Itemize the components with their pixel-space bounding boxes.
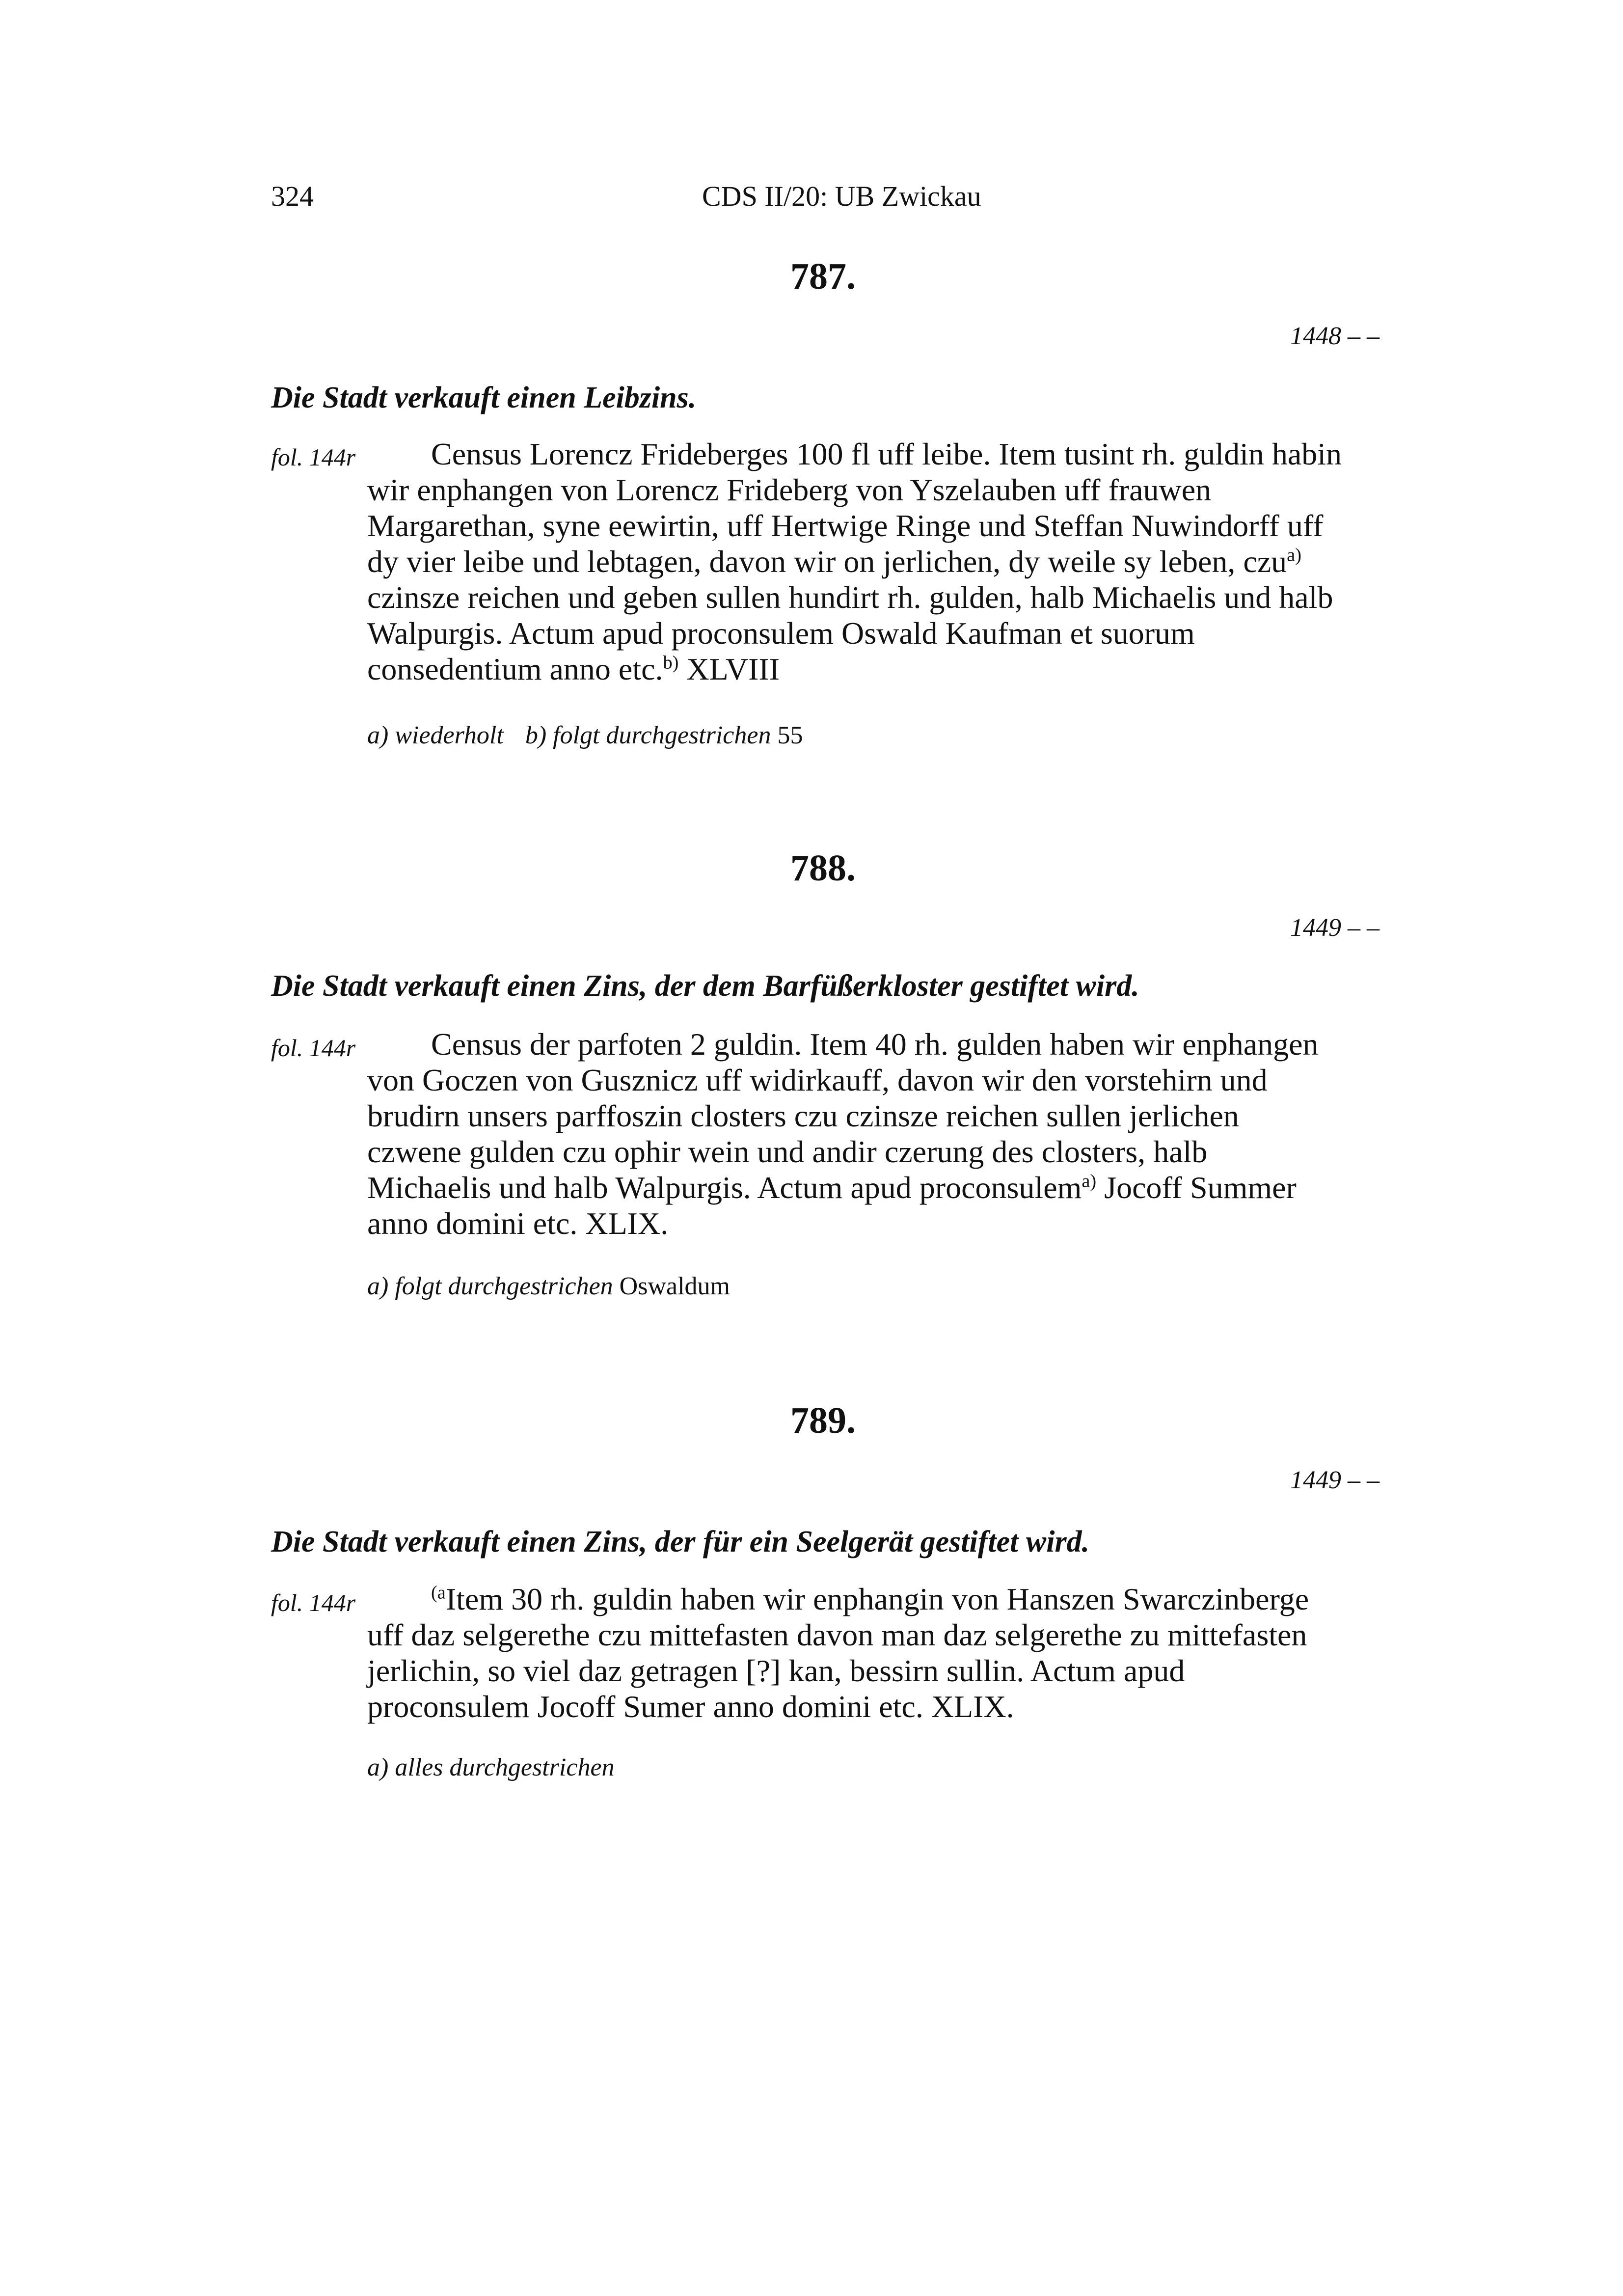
document-title: Die Stadt verkauft einen Leibzins.: [271, 381, 697, 414]
footnotes: [367, 1753, 615, 1782]
document-text: [367, 436, 1380, 687]
text-line: XLVIII: [678, 652, 780, 686]
text-line: Census der parfoten 2 guldin. Item 40 rh. gulden haben wir enphangen: [431, 1027, 1319, 1062]
folio-reference: fol. 144r: [271, 1589, 356, 1616]
text-line: proconsulem Jocoff Sumer anno domini etc. XLIX.: [367, 1689, 1014, 1724]
document-number: 789.: [790, 1400, 856, 1441]
footnote-label: b) folgt durchgestrichen: [525, 721, 771, 749]
text-line: Margarethan, syne eewirtin, uff Hertwige Ringe und Steffan Nuwindorff uff: [367, 508, 1324, 543]
running-title: CDS II/20: UB Zwickau: [702, 180, 981, 212]
footnotes: [367, 721, 803, 750]
folio-reference: fol. 144r: [271, 443, 356, 471]
text-line: jerlichin, so viel daz getragen [?] kan, bessirn sullin. Actum apud: [367, 1653, 1185, 1688]
footnote-marker: (a: [431, 1582, 446, 1603]
document-text: [367, 1581, 1380, 1724]
text-line: dy vier leibe und lebtagen, davon wir on jerlichen, dy weile sy leben, czu: [367, 544, 1287, 579]
text-line: Item 30 rh. guldin haben wir enphangin von Hanszen Swarczinberge: [445, 1582, 1309, 1616]
document-number: 788.: [790, 847, 856, 889]
text-line: czinsze reichen und geben sullen hundirt rh. gulden, halb Michaelis und halb: [367, 580, 1333, 615]
folio-reference: fol. 144r: [271, 1034, 356, 1062]
footnote-label: a) alles durchgestrichen: [367, 1753, 615, 1781]
footnote-marker: a): [1082, 1171, 1097, 1192]
footnotes: [367, 1272, 730, 1301]
document-title: Die Stadt verkauft einen Zins, der für ein Seelgerät gestiftet wird.: [271, 1525, 1090, 1558]
text-line: Jocoff Summer: [1096, 1170, 1297, 1205]
text-line: consedentium anno etc.: [367, 652, 663, 686]
text-line: Michaelis und halb Walpurgis. Actum apud proconsulem: [367, 1170, 1082, 1205]
text-line: brudirn unsers parffoszin closters czu czinsze reichen sullen jerlichen: [367, 1098, 1239, 1133]
text-line: uff daz selgerethe czu mittefasten davon man daz selgerethe zu mittefasten: [367, 1617, 1307, 1652]
document-number: 787.: [790, 256, 856, 297]
text-line: von Goczen von Gusznicz uff widirkauff, davon wir den vorstehirn und: [367, 1063, 1268, 1097]
document-text: [367, 1026, 1380, 1241]
text-line: wir enphangen von Lorencz Frideberg von Yszelauben uff frauwen: [367, 472, 1212, 507]
footnote-marker: b): [663, 652, 679, 673]
text-line: czwene gulden czu ophir wein und andir czerung des closters, halb: [367, 1134, 1208, 1169]
text-line: Walpurgis. Actum apud proconsulem Oswald Kaufman et suorum: [367, 616, 1195, 651]
page-number: 324: [271, 180, 314, 212]
document-date: 1448 – –: [1290, 322, 1380, 350]
document-title: Die Stadt verkauft einen Zins, der dem Barfüßerkloster gestiftet wird.: [271, 969, 1139, 1003]
document-date: 1449 – –: [1290, 914, 1380, 942]
document-date: 1449 – –: [1290, 1466, 1380, 1494]
footnote-text: Oswaldum: [613, 1272, 730, 1300]
text-line: Census Lorencz Frideberges 100 fl uff leibe. Item tusint rh. guldin habin: [431, 437, 1342, 471]
text-line: anno domini etc. XLIX.: [367, 1206, 669, 1241]
footnote-label: a) wiederholt: [367, 721, 504, 749]
footnote-text: 55: [771, 721, 803, 749]
footnote-label: a) folgt durchgestrichen: [367, 1272, 613, 1300]
footnote-marker: a): [1287, 545, 1301, 566]
